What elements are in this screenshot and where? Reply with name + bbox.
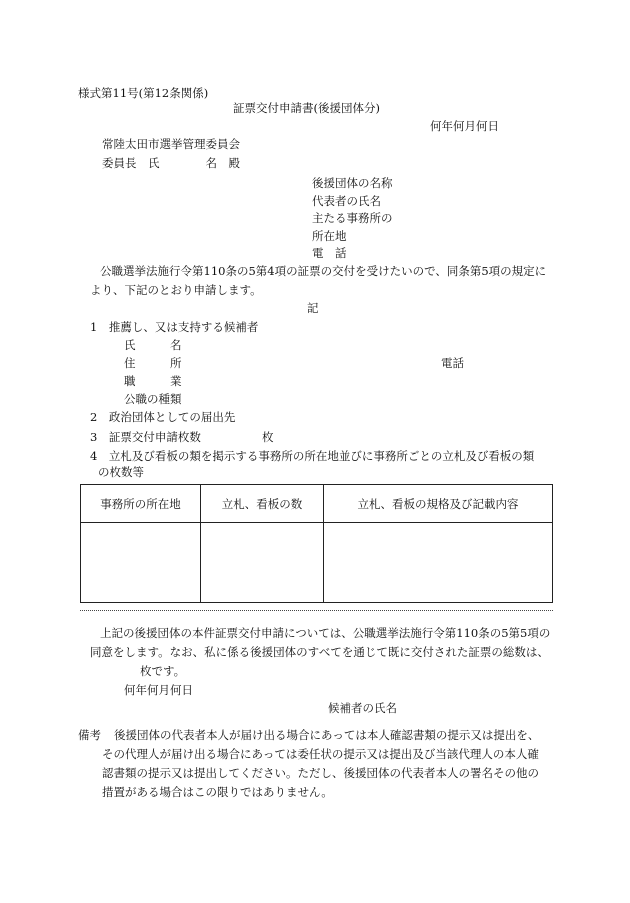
ki-heading: 記 [307,301,319,315]
item4-line-2: の枚数等 [98,465,144,479]
table-row [81,523,553,603]
header-signboard-specs: 立札、看板の規格及び記載内容 [324,485,553,523]
recipient-chair: 委員長 氏 名 殿 [102,156,240,170]
office-signboard-table [80,484,553,603]
remarks-label: 備考 [78,728,101,742]
header-signboard-count: 立札、看板の数 [201,485,324,523]
cell-signboard-count[interactable] [201,523,324,603]
candidate-occupation-label: 職 業 [124,374,182,388]
consent-line-3: 枚です。 [140,664,186,678]
remarks-line-3: 認書類の提示又は提出してください。ただし、後援団体の代表者本人の署名その他の [102,766,539,780]
item4-line-1: 4 立札及び看板の類を掲示する事務所の所在地並びに事務所ごとの立札及び看板の類 [90,449,535,463]
candidate-office-label: 公職の種類 [124,392,182,406]
table-header-row [81,485,553,523]
candidate-name-label: 氏 名 [124,338,182,352]
item1-heading: 1 推薦し、又は支持する候補者 [90,320,259,334]
cell-signboard-specs[interactable] [324,523,553,603]
recipient-committee: 常陸太田市選挙管理委員会 [102,137,240,151]
candidate-phone-label: 電話 [441,356,464,370]
document-title: 証票交付申請書(後援団体分) [233,101,380,115]
item3-label: 3 証票交付申請枚数 [90,430,201,444]
dotted-separator [80,610,553,611]
intro-line-2: より、下記のとおり申請します。 [90,283,262,297]
header-office-location: 事務所の所在地 [81,485,201,523]
cell-office-location[interactable] [81,523,201,603]
remarks-line-4: 措置がある場合はこの限りではありません。 [102,785,333,799]
field-group-name: 後援団体の名称 [312,176,393,190]
consent-line-2: 同意をします。なお、私に係る後援団体のすべてを通じて既に交付された証票の総数は、 [90,645,549,659]
item2: 2 政治団体としての届出先 [90,410,236,424]
remarks-line-1: 後援団体の代表者本人が届け出る場合にあっては本人確認書類の提示又は提出を、 [114,728,540,742]
candidate-signature-label: 候補者の氏名 [328,701,397,715]
field-address: 所在地 [312,229,347,243]
intro-line-1: 公職選挙法施行令第110条の5第4項の証票の交付を受けたいので、同条第5項の規定に [100,264,547,278]
field-main-office: 主たる事務所の [312,211,393,225]
field-phone: 電 話 [312,246,347,260]
remarks-line-2: その代理人が届け出る場合にあっては委任状の提示又は提出及び当該代理人の本人確 [102,747,539,761]
field-representative-name: 代表者の氏名 [312,194,381,208]
item3-unit: 枚 [262,430,274,444]
application-date: 何年何月何日 [430,119,499,133]
form-number: 様式第11号(第12条関係) [78,86,209,100]
consent-date: 何年何月何日 [124,683,193,697]
candidate-address-label: 住 所 [124,356,182,370]
consent-line-1: 上記の後援団体の本件証票交付申請については、公職選挙法施行令第110条の5第5項の [100,626,551,640]
